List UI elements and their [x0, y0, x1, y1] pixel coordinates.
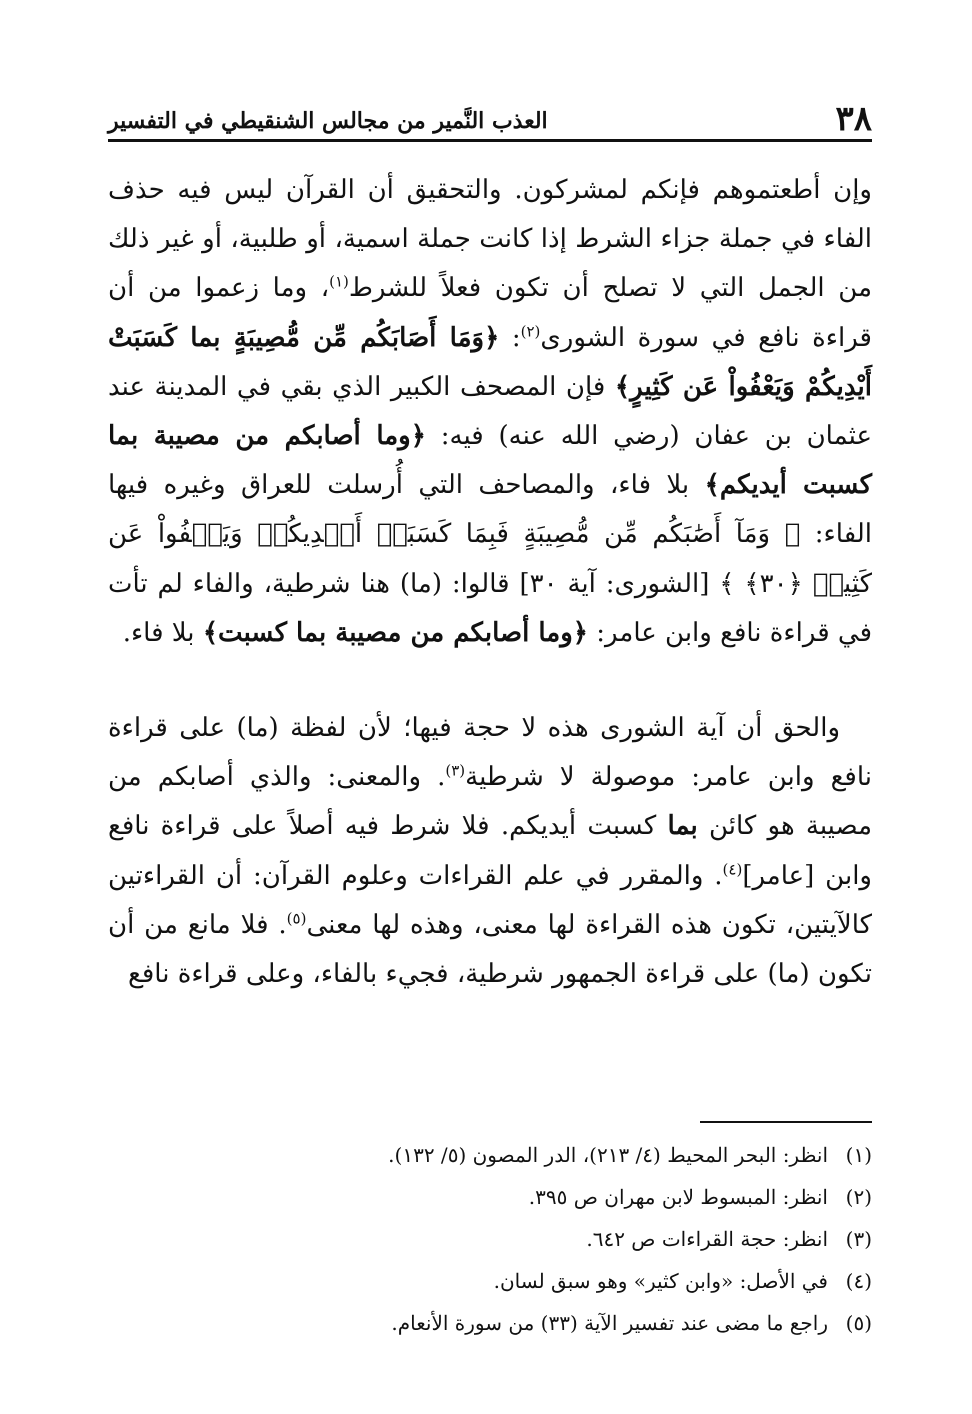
footnote-ref-2[interactable]: (٢) [520, 321, 541, 340]
footnote-ref-5[interactable]: (٥) [286, 909, 307, 928]
quran-quote-2: ﴿وما أصابكم من مصيبة بما كسبت أيديكم﴾ [108, 421, 872, 501]
p2-text-1: والحق أن آية الشورى هذه لا حجة فيها؛ لأن لفظة (ما) على قراءة نافع وابن عامر: موصولة لا شرطية [108, 713, 872, 793]
p1-text-3: : [499, 322, 521, 353]
footnote-number: (٣) [845, 1227, 872, 1251]
footnote-3 [108, 1218, 872, 1260]
footnote-number: (١) [845, 1143, 872, 1167]
bold-word-bima: بما [667, 811, 698, 842]
footnote-number: (٢) [845, 1185, 872, 1209]
quran-quote-3-close: ﴾ [719, 568, 745, 599]
footnote-text: راجع ما مضى عند تفسير الآية (٣٣) من سورة الأنعام. [391, 1311, 828, 1335]
page-header [108, 95, 872, 142]
footnote-text: انظر: حجة القراءات ص ٦٤٢. [586, 1227, 828, 1251]
p2-text-3: كسبت أيديكم. فلا شرط فيه أصلاً على قراءة نافع وابن [عامر] [108, 811, 872, 891]
footnote-number: (٤) [845, 1269, 872, 1293]
footnote-1 [108, 1134, 872, 1176]
footnote-separator [700, 1121, 872, 1123]
p1-text-6: [الشورى: آية ٣٠] قالوا: (ما) هنا شرطية، والفاء لم تأت في قراءة نافع وابن عامر: [108, 568, 872, 648]
quran-quote-3: ﴿ وَمَآ أَصَٰبَكُم مِّن مُّصِيبَةٍ فَبِمَا كَسَبَتۡ أَيۡدِيكُمۡ وَيَعۡفُواْ عَن كَثِيرٖ [108, 519, 873, 599]
verse-number-mark: ﴿٣٠﴾ [744, 568, 803, 599]
footnote-text: انظر: البحر المحيط (٤/ ٢١٣)، الدر المصون (٥/ ١٣٢). [388, 1143, 828, 1167]
footnote-text: انظر: المبسوط لابن مهران ص ٣٩٥. [528, 1185, 828, 1209]
p2-text-4: . والمقرر في علم القراءات وعلوم القرآن: أن القراءتين كالآيتين، تكون هذه القراءة لها معنى، وهذه لها معنى [108, 860, 872, 940]
quran-quote-1: ﴿وَمَا أَصَابَكُم مِّن مُّصِيبَةٍ بما كَسَبَتْ أَيْدِيكُمْ وَيَعْفُواْ عَن كَثِيرٍ﴾ [108, 322, 872, 402]
paragraph-2 [108, 704, 872, 999]
footnote-text: في الأصل: «وابن كثير» وهو سبق لسان. [493, 1269, 828, 1293]
paragraph-1 [108, 166, 872, 658]
footnote-number: (٥) [845, 1311, 872, 1335]
p1-text-2: ، وما زعموا من أن قراءة نافع في سورة الشورى [108, 273, 872, 353]
footnotes [108, 1134, 872, 1344]
running-title: العذب النَّمير من مجالس الشنقيطي في التفسير [108, 108, 548, 134]
page-number: ٣٨ [835, 99, 872, 139]
p1-text-7: بلا فاء. [122, 617, 203, 648]
p2-text-2: . والمعنى: والذي أصابكم من مصيبة هو كائن [108, 762, 873, 842]
p2-text-5: . فلا مانع من أن تكون (ما) على قراءة الجمهور شرطية، فجيء بالفاء، وعلى قراءة نافع [108, 909, 872, 990]
footnote-4 [108, 1260, 872, 1302]
footnote-ref-1[interactable]: (١) [329, 272, 349, 291]
footnote-ref-4[interactable]: (٤) [722, 859, 743, 878]
body-text [108, 166, 872, 999]
footnote-5 [108, 1302, 872, 1344]
footnote-2 [108, 1176, 872, 1218]
footnote-ref-3[interactable]: (٣) [445, 761, 466, 780]
quran-quote-4: ﴿وما أصابكم من مصيبة بما كسبت﴾ [202, 617, 589, 648]
p1-text-5: بلا فاء، والمصاحف التي أُرسلت للعراق وغيره فيها الفاء: [108, 470, 872, 550]
p1-text-1: وإن أطعتموهم فإنكم لمشركون. والتحقيق أن القرآن ليس فيه حذف الفاء في جملة جزاء الشرط إذا كانت جملة اسمية، أو طلبية، أو غير ذلك من الجمل التي لا تصلح أن تكون فعلاً للشرط [108, 175, 872, 304]
p1-text-4: فإن المصحف الكبير الذي بقي في المدينة عند عثمان بن عفان (رضي الله عنه) فيه: [108, 371, 872, 452]
